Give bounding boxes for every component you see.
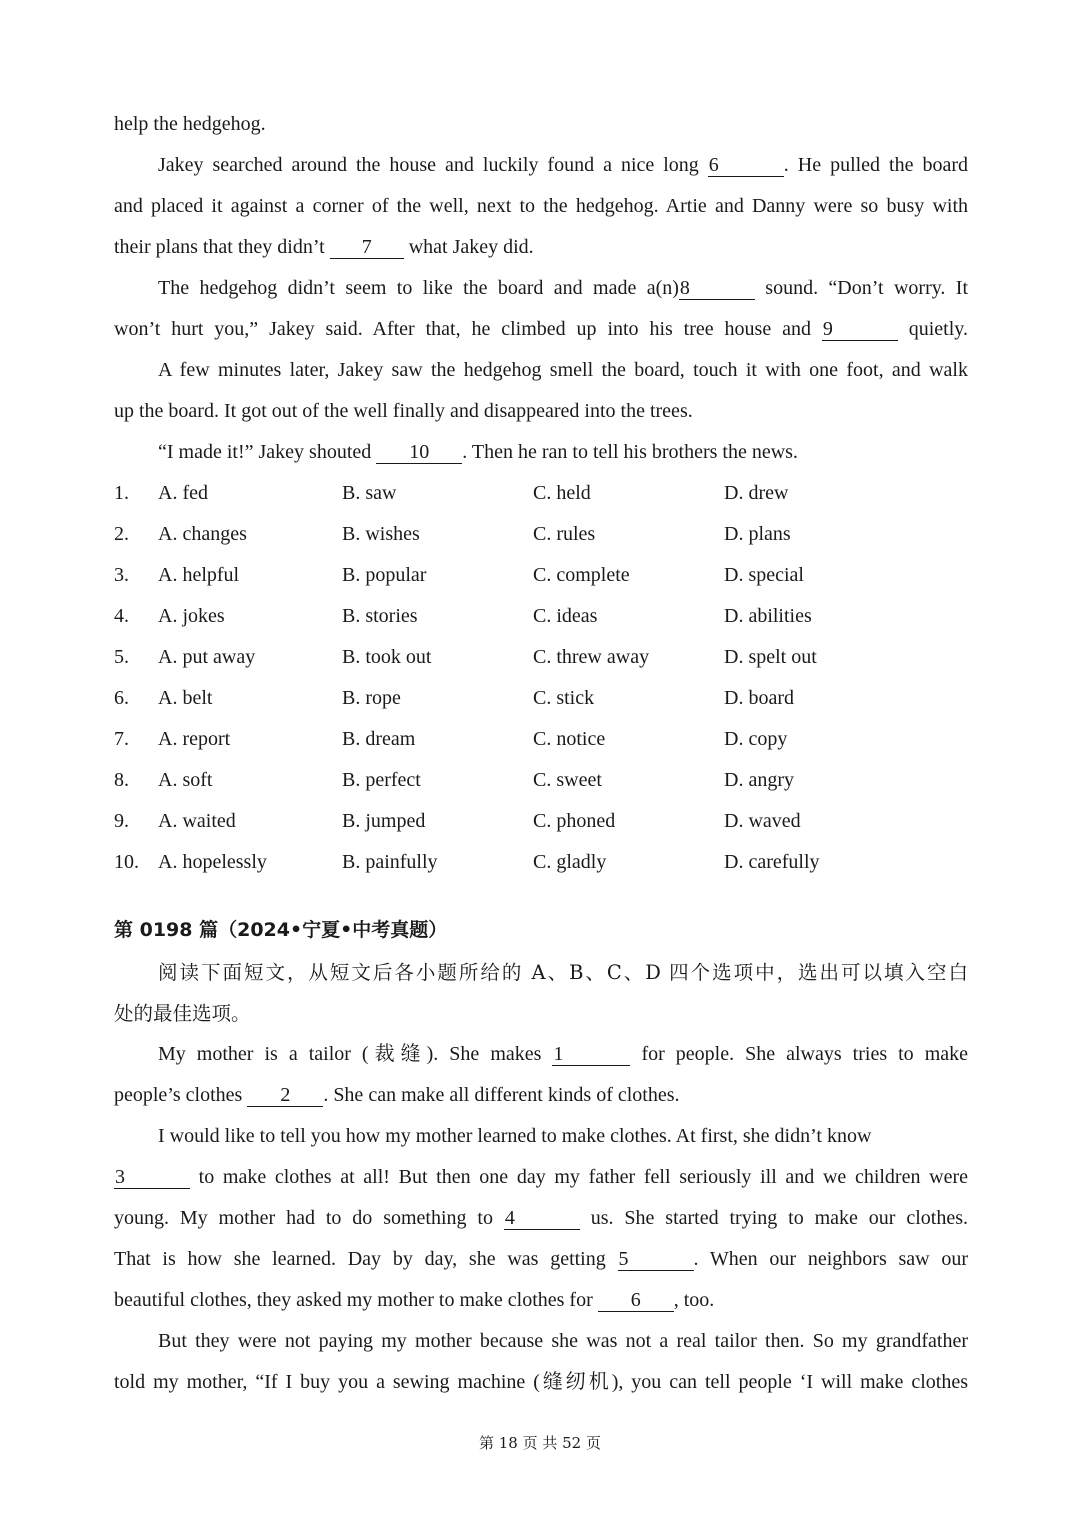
option-b: B. saw (342, 482, 397, 504)
passage-text: people’s clothes (114, 1084, 243, 1106)
passage-text: “I made it!” Jakey shouted (158, 441, 372, 463)
passage-line (114, 1239, 968, 1280)
option-a: A. put away (158, 646, 256, 668)
passage-text: , too. (673, 1289, 715, 1311)
passage-line (114, 145, 968, 186)
passage-text: won’t hurt you,” Jakey said. After that, he climbed up into his tree house and (114, 318, 811, 340)
question-row (114, 514, 968, 555)
option-d: D. drew (724, 482, 789, 504)
passage-text: The hedgehog didn’t seem to like the board and made a(n) (158, 277, 679, 299)
option-a: A. waited (158, 810, 236, 832)
question-number: 8. (114, 769, 129, 791)
passage-line: I would like to tell you how my mother learned to make clothes. At first, she didn’t know (158, 1125, 872, 1147)
option-c: C. stick (533, 687, 595, 709)
option-a: A. report (158, 728, 231, 750)
answer-blank: 5 (618, 1248, 694, 1271)
passage-line (114, 1075, 968, 1116)
passage-text: sound. “Don’t worry. It (765, 277, 969, 299)
passage-text: for people. She always tries to make (641, 1043, 969, 1065)
option-d: D. plans (724, 523, 791, 545)
option-b: B. painfully (342, 851, 438, 873)
question-row (114, 596, 968, 637)
option-d: D. angry (724, 769, 794, 791)
option-a: A. helpful (158, 564, 240, 586)
passage-line (114, 268, 968, 309)
question-row (114, 473, 968, 514)
option-c: C. threw away (533, 646, 650, 668)
passage-text: . Then he ran to tell his brothers the news. (462, 441, 798, 463)
option-b: B. jumped (342, 810, 426, 832)
passage-text: . He pulled the board (783, 154, 968, 176)
question-row (114, 842, 968, 883)
passage-text: to make clothes at all! But then one day my father fell seriously ill and we children were (198, 1166, 968, 1188)
option-d: D. board (724, 687, 794, 709)
question-number: 4. (114, 605, 129, 627)
question-row (114, 801, 968, 842)
passage-text: us. She started trying to make our clothes. (590, 1207, 969, 1229)
question-number: 5. (114, 646, 129, 668)
option-c: C. ideas (533, 605, 598, 627)
option-c: C. phoned (533, 810, 616, 832)
question-number: 10. (114, 851, 139, 873)
instruction-line: 处的最佳选项。 (114, 1002, 251, 1025)
answer-blank: 6 (708, 154, 784, 177)
passage-line (114, 309, 968, 350)
answer-blank: 9 (822, 318, 898, 341)
passage-text: young. My mother had to do something to (114, 1207, 493, 1229)
option-d: D. copy (724, 728, 788, 750)
passage-text: their plans that they didn’t (114, 236, 325, 258)
question-number: 2. (114, 523, 129, 545)
answer-blank: 7 (330, 236, 404, 259)
answer-blank: 10 (376, 441, 462, 464)
passage-line: A few minutes later, Jakey saw the hedgehog smell the board, touch it with one foot, and walk (158, 359, 968, 381)
question-row (114, 555, 968, 596)
option-d: D. spelt out (724, 646, 817, 668)
passage-line (114, 1198, 968, 1239)
question-row (114, 637, 968, 678)
passage-line: up the board. It got out of the well finally and disappeared into the trees. (114, 400, 693, 422)
option-a: A. hopelessly (158, 851, 267, 873)
passage-line (114, 1034, 968, 1075)
option-b: B. took out (342, 646, 432, 668)
option-a: A. belt (158, 687, 213, 709)
option-c: C. rules (533, 523, 596, 545)
question-row (114, 719, 968, 760)
option-c: C. complete (533, 564, 630, 586)
option-b: B. perfect (342, 769, 421, 791)
passage-text: beautiful clothes, they asked my mother to make clothes for (114, 1289, 593, 1311)
option-d: D. abilities (724, 605, 812, 627)
option-c: C. gladly (533, 851, 607, 873)
passage-line (114, 1157, 968, 1198)
question-number: 7. (114, 728, 129, 750)
passage-line: But they were not paying my mother because she was not a real tailor then. So my grandfather (158, 1330, 968, 1352)
page-footer: 第 18 页 共 52 页 (478, 1434, 601, 1452)
passage-line (114, 1280, 968, 1321)
question-number: 6. (114, 687, 129, 709)
question-list (114, 473, 968, 883)
question-number: 3. (114, 564, 129, 586)
option-b: B. wishes (342, 523, 420, 545)
option-b: B. popular (342, 564, 427, 586)
question-row (114, 678, 968, 719)
option-d: D. waved (724, 810, 801, 832)
passage-text: . She can make all different kinds of clothes. (323, 1084, 680, 1106)
passage-line: told my mother, “If I buy you a sewing machine (缝纫机), you can tell people ‘I will make clothes (114, 1371, 968, 1393)
option-b: B. dream (342, 728, 416, 750)
passage-text: My mother is a tailor (裁缝). She makes (158, 1043, 542, 1065)
option-b: B. rope (342, 687, 401, 709)
passage-text: Jakey searched around the house and luckily found a nice long (158, 154, 699, 176)
option-c: C. held (533, 482, 591, 504)
question-row (114, 760, 968, 801)
section-heading: 第 0198 篇（2024•宁夏•中考真题） (114, 919, 448, 941)
option-b: B. stories (342, 605, 418, 627)
answer-blank: 6 (598, 1289, 674, 1312)
option-a: A. changes (158, 523, 247, 545)
option-a: A. soft (158, 769, 213, 791)
option-d: D. special (724, 564, 804, 586)
instruction-line: 阅读下面短文，从短文后各小题所给的 A、B、C、D 四个选项中，选出可以填入空白 (158, 961, 968, 984)
page-content (114, 104, 968, 1403)
option-c: C. sweet (533, 769, 602, 791)
passage-line (114, 432, 968, 473)
answer-blank: 2 (247, 1084, 323, 1107)
question-number: 1. (114, 482, 129, 504)
option-a: A. fed (158, 482, 208, 504)
answer-blank: 8 (679, 277, 755, 300)
passage-text: quietly. (908, 318, 968, 340)
passage-line: and placed it against a corner of the well, next to the hedgehog. Artie and Danny were so busy with (114, 195, 968, 217)
answer-blank: 1 (552, 1043, 630, 1066)
option-a: A. jokes (158, 605, 225, 627)
question-number: 9. (114, 810, 129, 832)
option-c: C. notice (533, 728, 606, 750)
passage-line (114, 227, 968, 268)
option-d: D. carefully (724, 851, 820, 873)
passage-text: That is how she learned. Day by day, she was getting (114, 1248, 606, 1270)
answer-blank: 3 (114, 1166, 190, 1189)
passage-line: help the hedgehog. (114, 113, 266, 135)
answer-blank: 4 (504, 1207, 580, 1230)
passage-text: . When our neighbors saw our (693, 1248, 969, 1270)
passage-text: what Jakey did. (408, 236, 534, 258)
